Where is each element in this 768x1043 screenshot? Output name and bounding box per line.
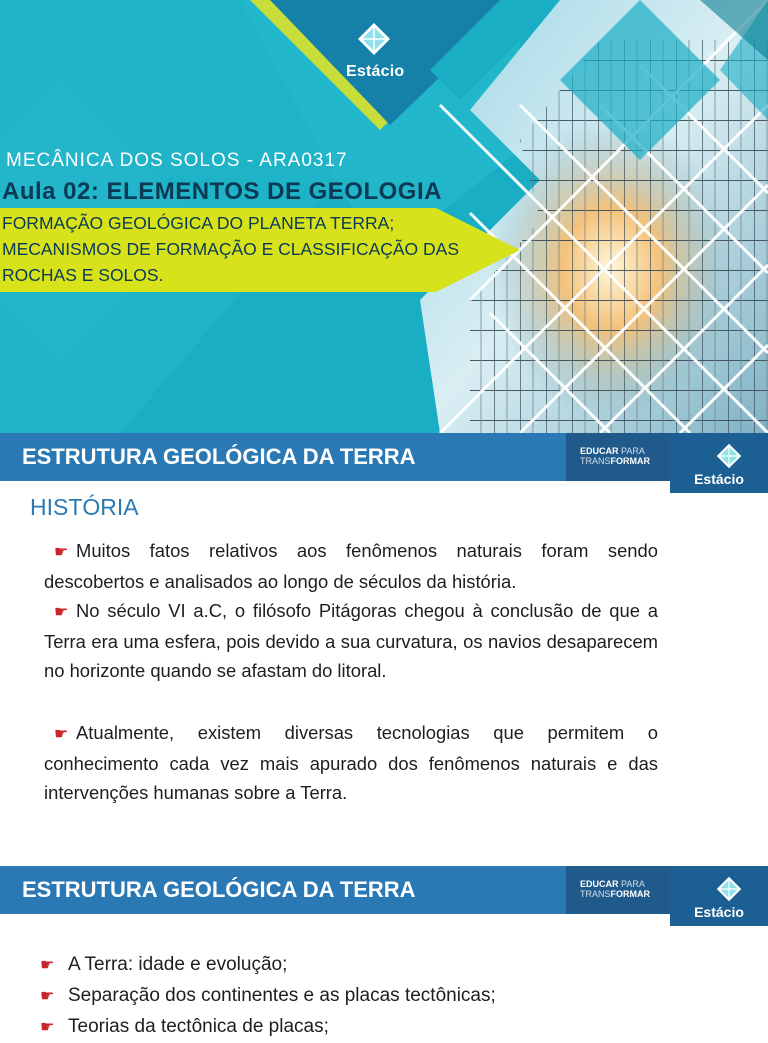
list-item-text: A Terra: idade e evolução; <box>68 954 288 975</box>
list-item <box>40 950 496 981</box>
tagline-para: PARA <box>621 446 645 456</box>
pointing-hand-icon: ☛ <box>40 1019 55 1036</box>
header-title: ESTRUTURA GEOLÓGICA DA TERRA <box>22 444 416 469</box>
pointing-hand-icon: ☛ <box>40 957 55 974</box>
topic-line: MECANISMOS DE FORMAÇÃO E CLASSIFICAÇÃO DAS <box>2 239 460 259</box>
tagline-trans: TRANS <box>580 889 611 899</box>
header-title: ESTRUTURA GEOLÓGICA DA TERRA <box>22 877 416 902</box>
tagline-educar: EDUCAR <box>580 879 619 889</box>
paragraph <box>44 536 658 596</box>
pointing-hand-icon: ☛ <box>54 544 69 561</box>
header-bar <box>0 866 566 914</box>
topic-line: ROCHAS E SOLOS. <box>2 265 164 285</box>
tagline-educar: EDUCAR <box>580 446 619 456</box>
tagline-para: PARA <box>621 879 645 889</box>
list-item-text: Separação dos continentes e as placas tectônicas; <box>68 985 496 1006</box>
section-title: HISTÓRIA <box>30 494 139 520</box>
estacio-diamond-icon <box>716 876 742 902</box>
bullet-list <box>40 950 496 1043</box>
tagline-formar: FORMAR <box>610 889 651 899</box>
estacio-logo <box>670 866 768 926</box>
header-bar <box>0 433 566 481</box>
tagline <box>566 866 670 914</box>
list-item-text: Teorias da tectônica de placas; <box>68 1016 329 1037</box>
pointing-hand-icon: ☛ <box>40 988 55 1005</box>
paragraph <box>44 596 658 685</box>
paragraph <box>44 718 658 807</box>
paragraph-text: Muitos fatos relativos aos fenômenos naturais foram sendo descobertos e analisados ao longo de séculos da história. <box>44 540 658 592</box>
title-slide <box>0 0 768 433</box>
estacio-diamond-icon <box>716 443 742 469</box>
slide-header <box>0 433 768 493</box>
pointing-hand-icon: ☛ <box>54 604 69 621</box>
tagline-trans: TRANS <box>580 456 611 466</box>
estacio-diamond-icon <box>357 22 391 56</box>
slide-header <box>0 866 768 926</box>
paragraph-text: Atualmente, existem diversas tecnologias que permitem o conhecimento cada vez mais apurado dos fenômenos naturais e das intervenções humanas sobre a Terra. <box>44 722 658 803</box>
list-item <box>40 981 496 1012</box>
tagline <box>566 433 670 481</box>
estacio-logo <box>670 433 768 493</box>
tagline-formar: FORMAR <box>610 456 651 466</box>
paragraph-text: No século VI a.C, o filósofo Pitágoras chegou à conclusão de que a Terra era uma esfera, pois devido a sua curvatura, os navios desaparecem no horizonte quando se afastam do litoral. <box>44 600 658 681</box>
estacio-logo-text: Estácio <box>346 63 405 80</box>
estacio-logo-text: Estácio <box>694 471 744 487</box>
pointing-hand-icon: ☛ <box>54 726 69 743</box>
lesson-title: Aula 02: ELEMENTOS DE GEOLOGIA <box>2 178 442 205</box>
estacio-logo-text: Estácio <box>694 904 744 920</box>
estacio-logo <box>346 22 405 81</box>
list-item <box>40 1012 496 1043</box>
course-title: MECÂNICA DOS SOLOS - ARA0317 <box>6 150 348 171</box>
topics-text <box>2 210 459 288</box>
topic-line: FORMAÇÃO GEOLÓGICA DO PLANETA TERRA; <box>2 213 395 233</box>
